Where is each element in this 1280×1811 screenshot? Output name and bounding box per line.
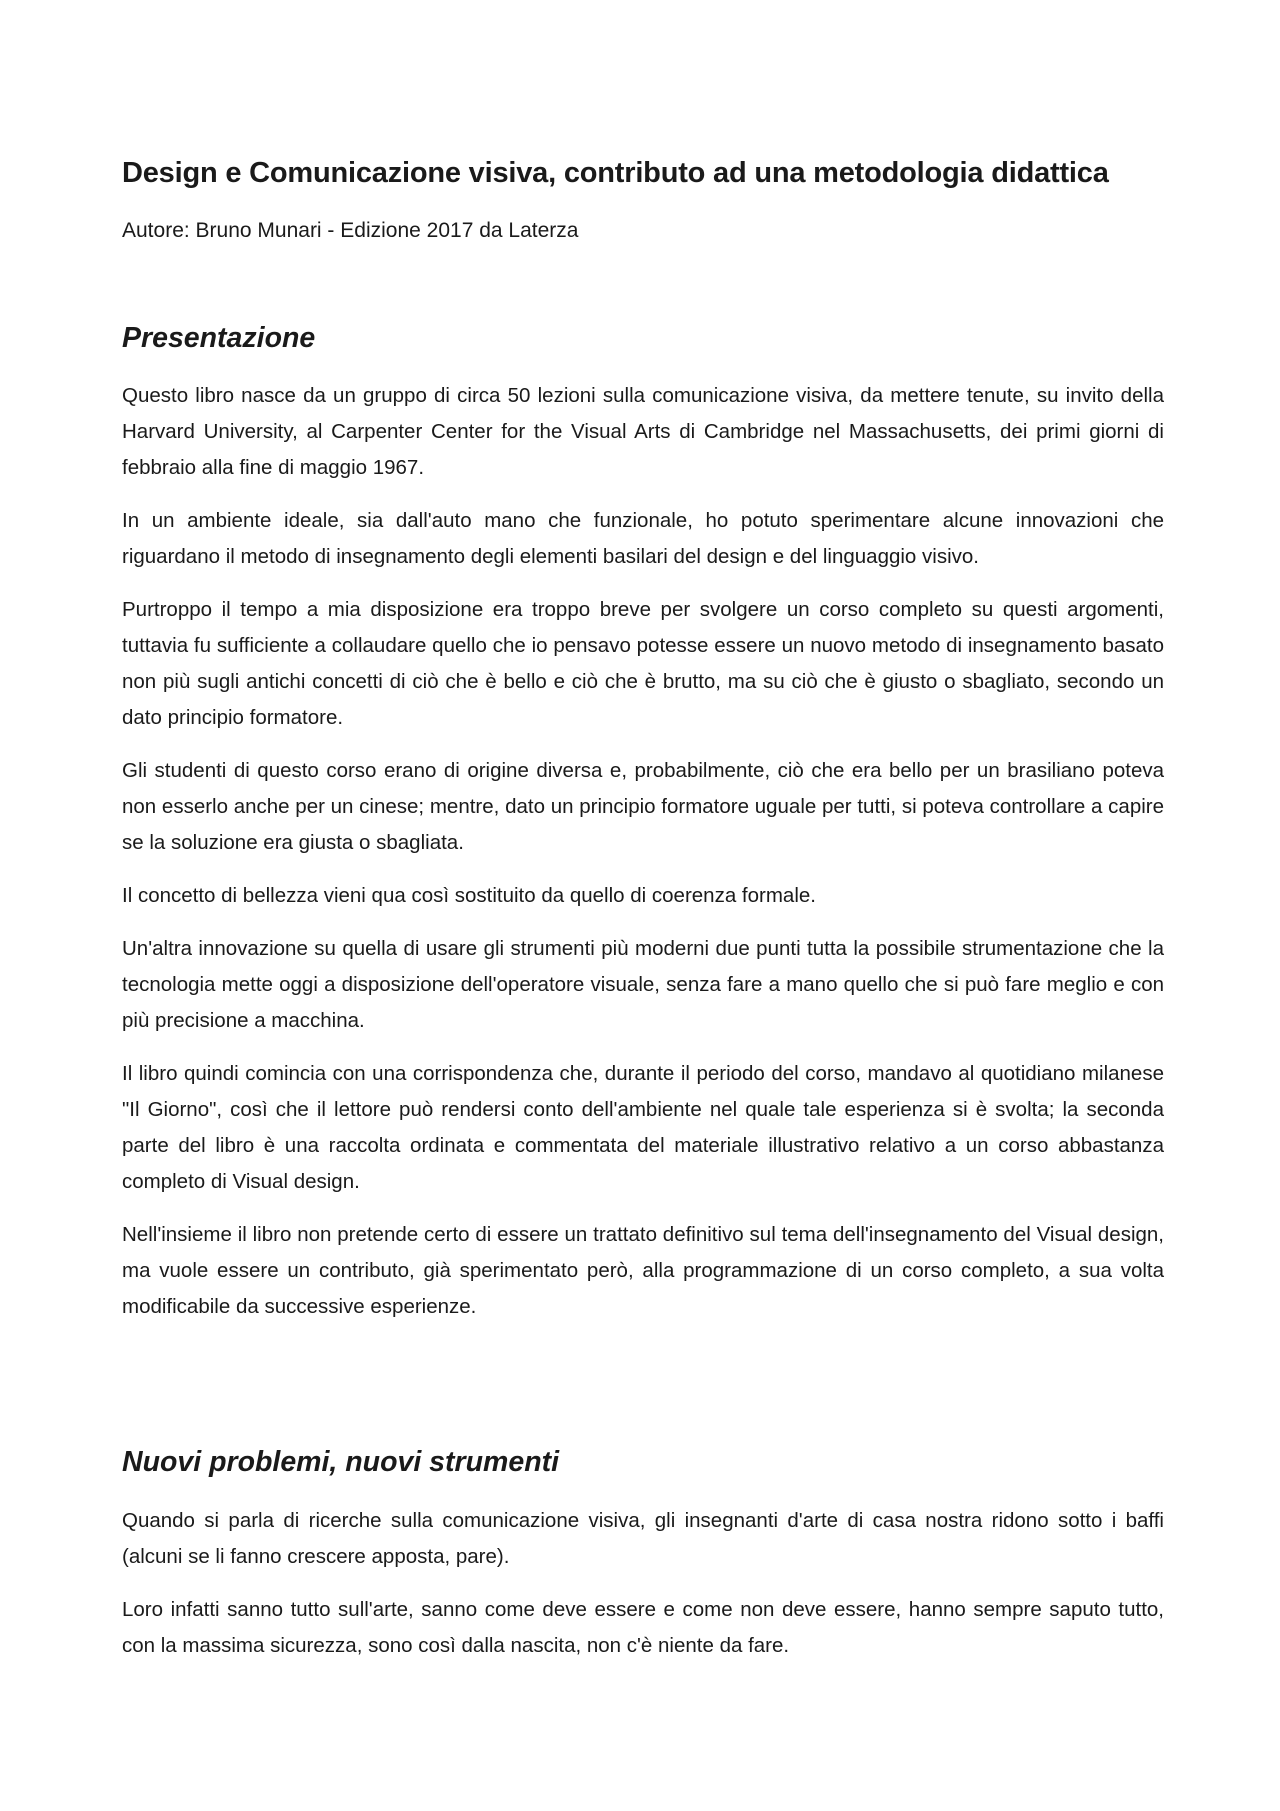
paragraph: Nell'insieme il libro non pretende certo di essere un trattato definitivo sul tema dell'insegnamento del Visual design, ma vuole essere un contributo, già sperimentato però, alla programmazione di un corso completo, a sua volta modificabile da successive esperienze. xyxy=(122,1223,1164,1318)
paragraph: Purtroppo il tempo a mia disposizione era troppo breve per svolgere un corso completo su questi argomenti, tuttavia fu sufficiente a collaudare quello che io pensavo potesse essere un nuovo metodo di insegnamento basato non più sugli antichi concetti di ciò che è bello e ciò che è brutto, ma su ciò che è giusto o sbagliato, secondo un dato principio formatore. xyxy=(122,598,1164,729)
paragraph: Questo libro nasce da un gruppo di circa 50 lezioni sulla comunicazione visiva, da mettere tenute, su invito della Harvard University, al Carpenter Center for the Visual Arts di Cambridge nel Massachusetts, dei primi giorni di febbraio alla fine di maggio 1967. xyxy=(122,384,1164,479)
section-body-nuovi-problemi xyxy=(122,1503,1164,1681)
paragraph: Un'altra innovazione su quella di usare gli strumenti più moderni due punti tutta la possibile strumentazione che la tecnologia mette oggi a disposizione dell'operatore visuale, senza fare a mano quello che si può fare meglio e con più precisione a macchina. xyxy=(122,937,1164,1032)
paragraph: Il concetto di bellezza vieni qua così sostituito da quello di coerenza formale. xyxy=(122,884,816,907)
paragraph: Loro infatti sanno tutto sull'arte, sanno come deve essere e come non deve essere, hanno sempre saputo tutto, con la massima sicurezza, sono così dalla nascita, non c'è niente da fare. xyxy=(122,1598,1164,1657)
section-body-presentazione xyxy=(122,378,1164,1342)
section-heading-presentazione: Presentazione xyxy=(122,322,316,354)
author-line: Autore: Bruno Munari - Edizione 2017 da Laterza xyxy=(122,219,579,242)
paragraph: Quando si parla di ricerche sulla comunicazione visiva, gli insegnanti d'arte di casa nostra ridono sotto i baffi (alcuni se li fanno crescere apposta, pare). xyxy=(122,1509,1164,1568)
paragraph: Gli studenti di questo corso erano di origine diversa e, probabilmente, ciò che era bello per un brasiliano poteva non esserlo anche per un cinese; mentre, dato un principio formatore uguale per tutti, si poteva controllare a capire se la soluzione era giusta o sbagliata. xyxy=(122,759,1164,854)
paragraph: Il libro quindi comincia con una corrispondenza che, durante il periodo del corso, mandavo al quotidiano milanese "Il Giorno", così che il lettore può rendersi conto dell'ambiente nel quale tale esperienza si è svolta; la seconda parte del libro è una raccolta ordinata e commentata del materiale illustrativo relativo a un corso abbastanza completo di Visual design. xyxy=(122,1062,1164,1193)
paragraph: In un ambiente ideale, sia dall'auto mano che funzionale, ho potuto sperimentare alcune innovazioni che riguardano il metodo di insegnamento degli elementi basilari del design e del linguaggio visivo. xyxy=(122,509,1164,568)
document-page xyxy=(122,0,1164,1811)
document-title: Design e Comunicazione visiva, contributo ad una metodologia didattica xyxy=(122,157,1109,189)
section-heading-nuovi-problemi: Nuovi problemi, nuovi strumenti xyxy=(122,1446,560,1478)
